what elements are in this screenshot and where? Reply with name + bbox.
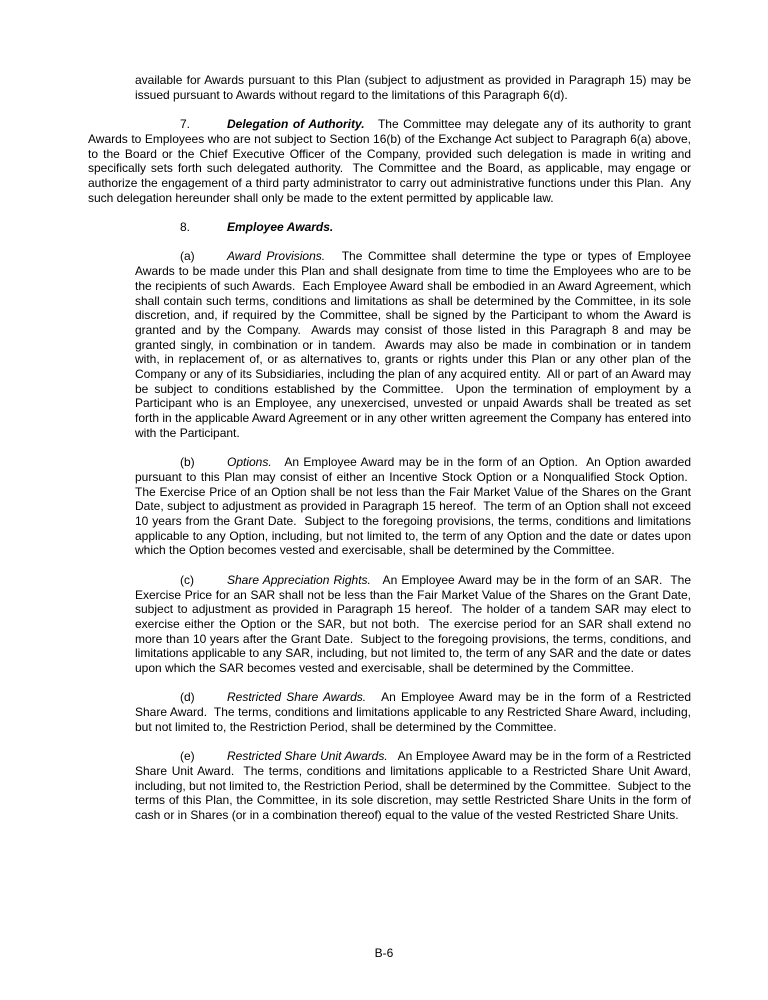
paragraph-body: An Employee Award may be in the form of an Option. An Option awarded pursuant to this Plan may consist of either an Incentive Stock Option or a Nonqualified Stock Option. The Exercise Price of an Option shall be not less than the Fair Market Value of the Shares on the Grant Date, subject to adjustment as provided in Paragraph 15 hereof. The term of an Option shall not exceed 10 years from the Grant Date. Subject to the foregoing provisions, the terms, conditions and limitations applicable to any Option, including, but not limited to, the term of any Option and the date or dates upon which the Option becomes vested and exercisable, shall be determined by the Committee. — [135, 455, 691, 558]
paragraph-7-delegation-of-authority — [88, 117, 691, 205]
paragraph-title: Restricted Share Unit Awards. — [227, 749, 388, 764]
paragraph-number: (a) — [180, 249, 195, 264]
subparagraph-a-award-provisions — [135, 249, 691, 440]
paragraph-body: available for Awards pursuant to this Plan (subject to adjustment as provided in Paragraph 15) may be issued pursuant to Awards without regard to the limitations of this Paragraph 6(d). — [135, 73, 691, 102]
paragraph-title: Options. — [227, 455, 272, 470]
paragraph-6d-continuation — [135, 73, 691, 102]
paragraph-body: The Committee shall determine the type or types of Employee Awards to be made under this Plan and shall designate from time to time the Employees who are to be the recipients of such Awards. Each Employee Award shall be embodied in an Award Agreement, which shall contain such terms, conditions and limitations as shall be determined by the Committee, in its sole discretion, and, if required by the Committee, shall be signed by the Participant to whom the Award is granted and by the Company. Awards may consist of those listed in this Paragraph 8 and may be granted singly, in combination or in tandem. Awards may also be made in combination or in tandem with, in replacement of, or as alternatives to, grants or rights under this Plan or any other plan of the Company or any of its Subsidiaries, including the plan of any acquired entity. All or part of an Award may be subject to conditions established by the Committee. Upon the termination of employment by a Participant who is an Employee, any unexercised, unvested or unpaid Awards shall be treated as set forth in the applicable Award Agreement or in any other written agreement the Company has entered into with the Participant. — [135, 249, 691, 440]
paragraph-number: 8. — [180, 220, 191, 234]
page-number: B-6 — [374, 946, 394, 960]
paragraph-number: (b) — [180, 455, 195, 470]
paragraph-body: The Committee may delegate any of its authority to grant Awards to Employees who are not subject to Section 16(b) of the Exchange Act subject to Paragraph 6(a) above, to the Board or the Chief Executive Officer of the Company, provided such delegation is made in writing and specifically sets forth such delegated authority. The Committee and the Board, as applicable, may engage or authorize the engagement of a third party administrator to carry out administrative functions under this Plan. Any such delegation hereunder shall only be made to the extent permitted by applicable law. — [88, 117, 691, 205]
paragraph-body: An Employee Award may be in the form of an SAR. The Exercise Price for an SAR shall not be less than the Fair Market Value of the Shares on the Grant Date, subject to adjustment as provided in Paragraph 15 hereof. The holder of a tandem SAR may elect to exercise either the Option or the SAR, but not both. The exercise period for an SAR shall extend no more than 10 years after the Grant Date. Subject to the foregoing provisions, the terms, conditions, and limitations applicable to any SAR, including, but not limited to, the term of any SAR and the date or dates upon which the SAR becomes vested and exercisable, shall be determined by the Committee. — [135, 572, 691, 676]
paragraph-number: (d) — [180, 690, 195, 705]
paragraph-8-employee-awards — [88, 220, 691, 235]
document-content — [88, 73, 691, 837]
paragraph-title: Employee Awards. — [227, 220, 334, 234]
paragraph-number: 7. — [180, 117, 191, 132]
paragraph-body: An Employee Award may be in the form of a Restricted Share Unit Award. The terms, conditions and limitations applicable to a Restricted Share Unit Award, including, but not limited to, the Restriction Period, shall be determined by the Committee. Subject to the terms of this Plan, the Committee, in its sole discretion, may settle Restricted Share Units in the form of cash or in Shares (or in a combination thereof) equal to the value of the vested Restricted Share Units. — [135, 749, 691, 823]
paragraph-title: Restricted Share Awards. — [227, 690, 367, 705]
paragraph-title: Share Appreciation Rights. — [227, 572, 371, 587]
paragraph-body: An Employee Award may be in the form of a Restricted Share Award. The terms, conditions and limitations applicable to any Restricted Share Award, including, but not limited to, the Restriction Period, shall be determined by the Committee. — [135, 690, 691, 734]
subparagraph-c-share-appreciation-rights — [135, 573, 691, 676]
paragraph-number: (c) — [180, 572, 194, 587]
subparagraph-d-restricted-share-awards — [135, 690, 691, 734]
subparagraph-e-restricted-share-unit-awards — [135, 749, 691, 823]
paragraph-title: Award Provisions. — [227, 249, 326, 264]
subparagraph-b-options — [135, 455, 691, 558]
paragraph-number: (e) — [180, 749, 195, 764]
paragraph-title: Delegation of Authority. — [227, 117, 365, 132]
